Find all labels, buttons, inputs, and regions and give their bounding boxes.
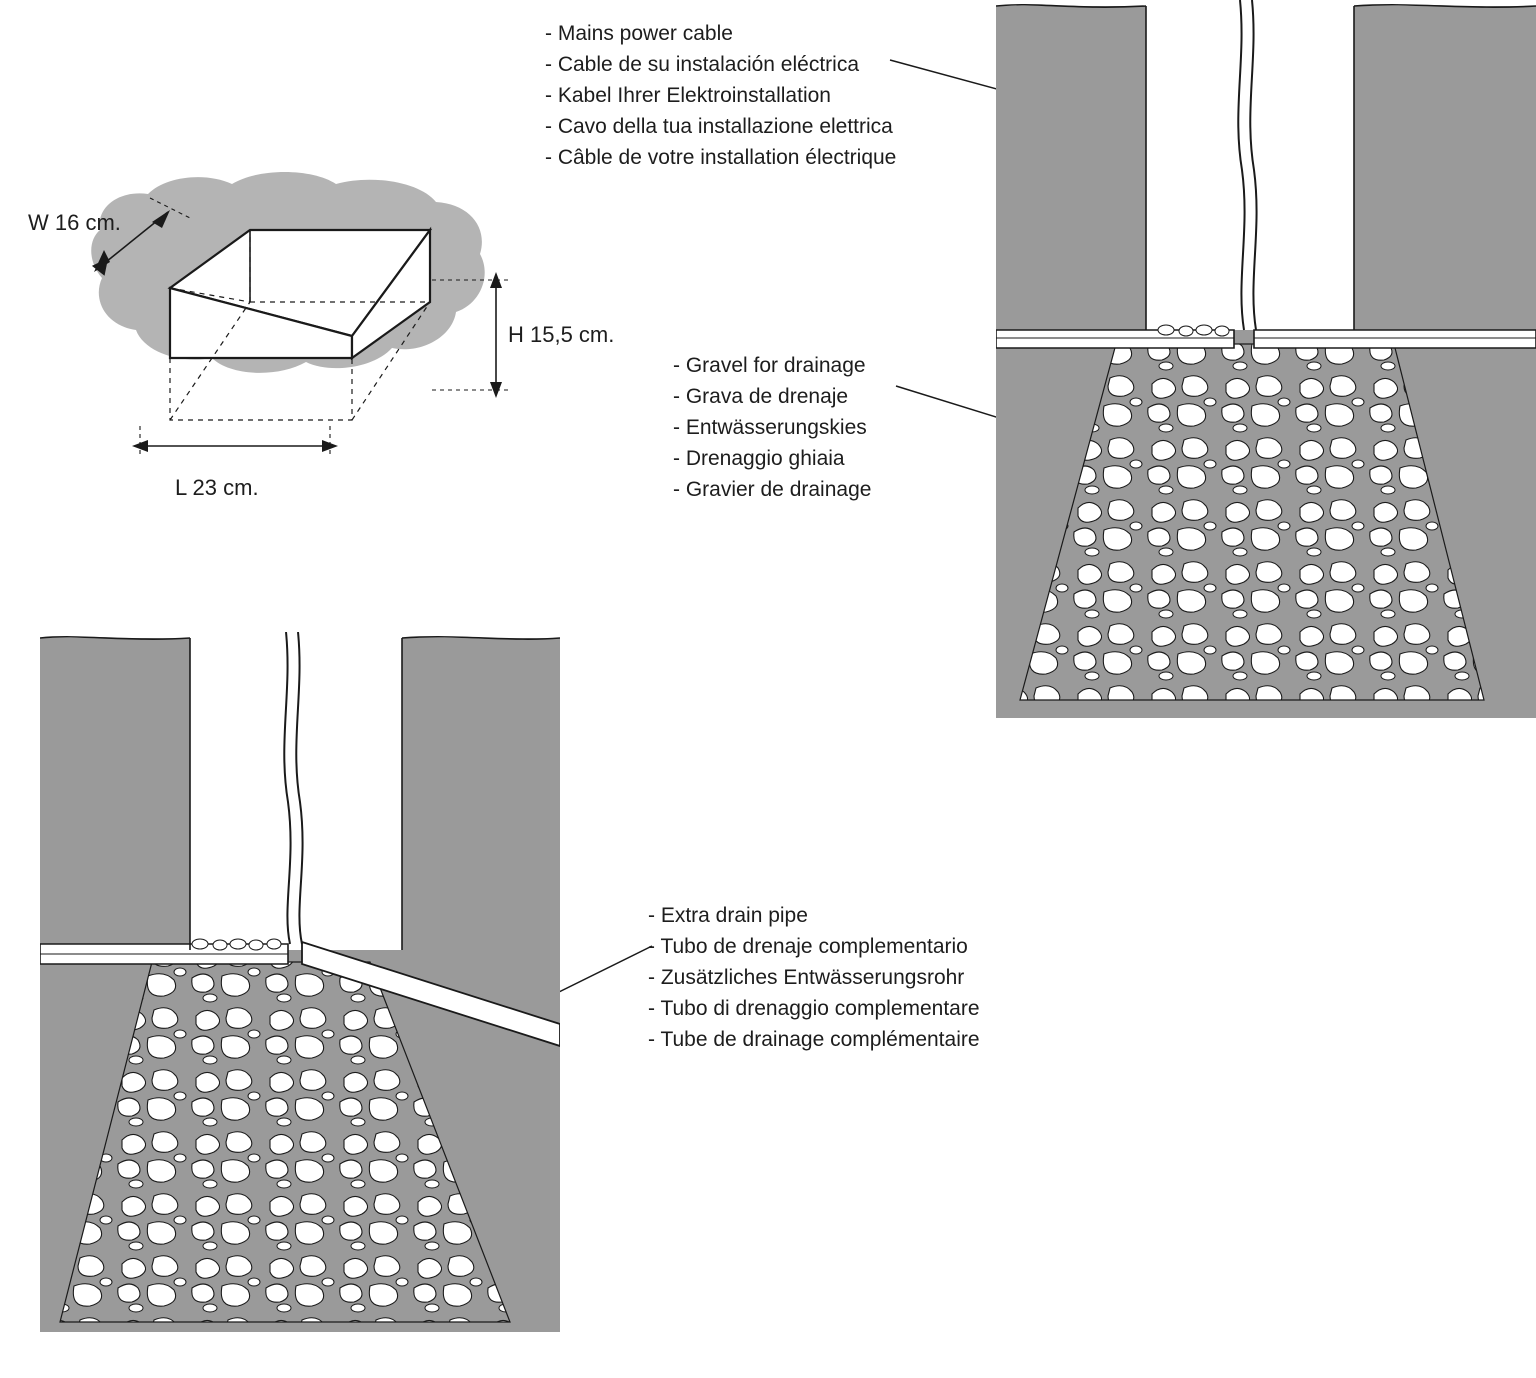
trench-section-lower	[40, 632, 560, 1332]
callout-line: - Kabel Ihrer Elektroinstallation	[545, 84, 831, 108]
callout-line: - Entwässerungskies	[673, 416, 867, 440]
callout-line: - Gravier de drainage	[673, 478, 872, 502]
conduit-right-upper	[1254, 330, 1536, 348]
width-label: W 16 cm.	[28, 210, 121, 235]
callout-gravel-for-drainage	[673, 350, 871, 505]
callout-line: - Tube de drainage complémentaire	[648, 1028, 980, 1052]
soil-left	[996, 6, 1146, 330]
length-dimension	[132, 426, 338, 456]
callout-line: - Cable de su instalación eléctrica	[545, 53, 859, 77]
trench-section-upper	[996, 0, 1536, 718]
callout-line: - Gravel for drainage	[673, 354, 866, 377]
length-label: L 23 cm.	[175, 475, 259, 500]
callout-line: - Câble de votre installation électrique	[545, 146, 897, 170]
soil-right-lower	[402, 638, 560, 950]
callout-extra-drain-pipe	[648, 900, 980, 1055]
callout-line: - Grava de drenaje	[673, 385, 849, 409]
callout-line: - Cavo della tua installazione elettrica	[545, 115, 893, 139]
callout-line: - Extra drain pipe	[648, 904, 808, 927]
callout-line: - Tubo di drenaggio complementare	[648, 997, 980, 1021]
height-label: H 15,5 cm.	[508, 322, 615, 347]
callout-line: - Zusätzliches Entwässerungsrohr	[648, 966, 965, 990]
callout-line: - Tubo de drenaje complementario	[648, 935, 968, 959]
soil-left-lower	[40, 638, 190, 950]
callout-mains-power-cable	[545, 18, 896, 173]
soil-right	[1354, 6, 1536, 330]
callout-line: - Mains power cable	[545, 22, 733, 45]
callout-line: - Drenaggio ghiaia	[673, 447, 845, 471]
